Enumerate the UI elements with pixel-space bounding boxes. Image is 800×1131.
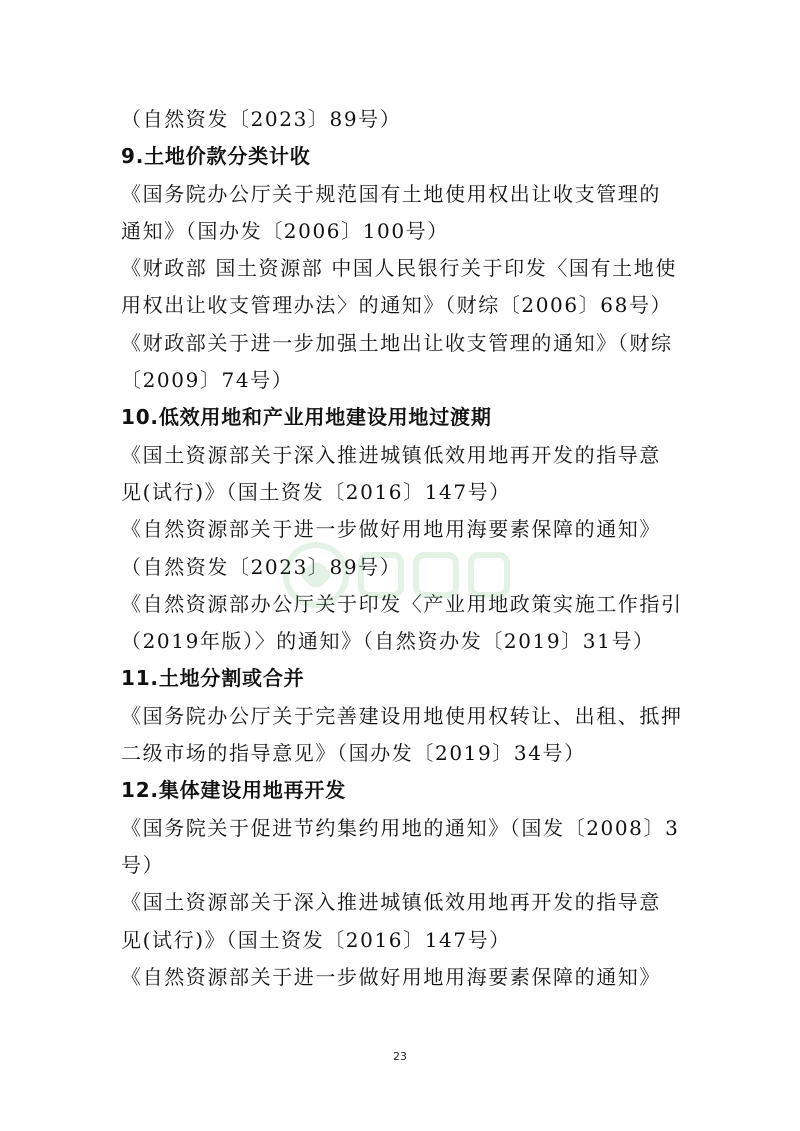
text-line: 通知》（国办发〔2006〕100号）	[121, 218, 449, 243]
section-heading: 9.土地价款分类计收	[121, 144, 311, 169]
section-heading: 12.集体建设用地再开发	[121, 778, 347, 803]
text-line: 《国土资源部关于深入推进城镇低效用地再开发的指导意	[121, 890, 661, 915]
text-line: 《自然资源部办公厅关于印发〈产业用地政策实施工作指引	[121, 591, 683, 616]
watermark-logo	[276, 530, 516, 620]
text-line: 见(试行)》（国土资发〔2016〕147号）	[121, 927, 511, 952]
text-line: 《国土资源部关于深入推进城镇低效用地再开发的指导意	[121, 442, 661, 467]
text-line: 《财政部关于进一步加强土地出让收支管理的通知》（财综	[121, 330, 673, 355]
text-line: （自然资发〔2023〕89号）	[121, 554, 402, 579]
text-line: 号）	[121, 852, 165, 877]
text-line: 二级市场的指导意见》（国办发〔2019〕34号）	[121, 741, 586, 766]
text-line: 《自然资源部关于进一步做好用地用海要素保障的通知》	[121, 964, 661, 989]
text-line: 《财政部 国土资源部 中国人民银行关于印发〈国有土地使	[121, 256, 677, 281]
page-number: 23	[393, 1050, 407, 1063]
text-line: 见(试行)》（国土资发〔2016〕147号）	[121, 479, 511, 504]
text-line: 《自然资源部关于进一步做好用地用海要素保障的通知》	[121, 517, 661, 542]
text-line: 《国务院办公厅关于完善建设用地使用权转让、出租、抵押	[121, 703, 683, 728]
section-heading: 11.土地分割或合并	[121, 666, 305, 691]
text-line: （2019年版）〉的通知》（自然资办发〔2019〕31号）	[121, 629, 655, 654]
text-line: 《国务院关于促进节约集约用地的通知》（国发〔2008〕3	[121, 815, 680, 840]
text-line: 用权出让收支管理办法〉的通知》（财综〔2006〕68号）	[121, 293, 673, 318]
text-line: （自然资发〔2023〕89号）	[121, 107, 402, 131]
text-line: 《国务院办公厅关于规范国有土地使用权出让收支管理的	[121, 181, 661, 206]
text-line: 〔2009〕74号）	[121, 368, 294, 393]
section-heading: 10.低效用地和产业用地建设用地过渡期	[121, 405, 492, 430]
